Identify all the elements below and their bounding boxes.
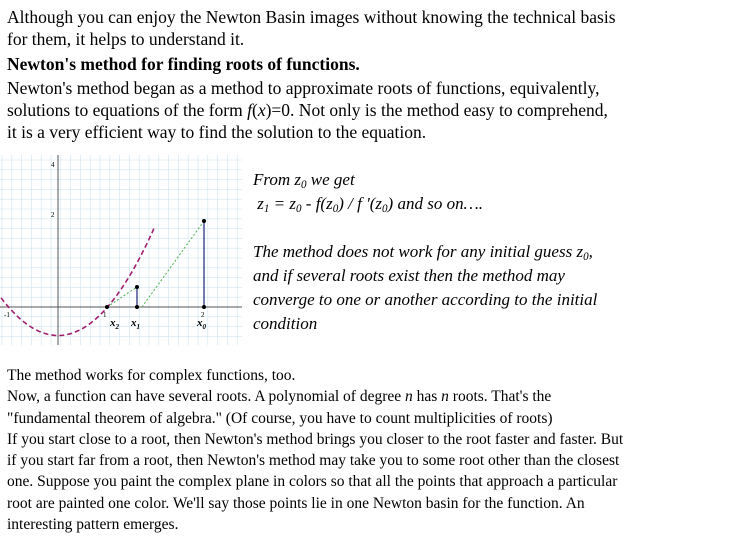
tangent-line-1 [142, 221, 204, 307]
bottom-line-4: If you start close to a root, then Newton's method brings you closer to the root faster and faster. But [7, 430, 624, 448]
label-x2: $x_2$ [110, 317, 119, 331]
x-tick-neg1: -1 [4, 311, 10, 319]
bottom-line-5: if you start far from a root, then Newton's method may take you to some root other than the closest [7, 452, 620, 470]
y-tick-4: 4 [51, 161, 55, 169]
iteration-formula [253, 168, 733, 216]
point-x0-curve [202, 219, 206, 223]
method-caveat [253, 240, 733, 336]
label-x1: $x_1$ [131, 317, 140, 331]
intro-line-1: Although you can enjoy the Newton Basin images without knowing the technical basis [7, 7, 616, 27]
caveat-line-3: converge to one or another according to the initial [253, 290, 598, 309]
point-x1-curve [135, 285, 139, 289]
caveat-line-1: The method does not work for any initial guess $z_0$, [253, 242, 593, 263]
graph-grid [0, 155, 242, 345]
method-line-2: solutions to equations of the form f(x)=0. Not only is the method easy to comprehend, [7, 100, 608, 120]
bottom-line-2: Now, a function can have several roots. A polynomial of degree n has n roots. That's the [7, 388, 552, 406]
method-line-1: Newton's method began as a method to approximate roots of functions, equivalently, [7, 78, 600, 98]
newton-method-graph [0, 155, 242, 345]
point-x0 [202, 305, 206, 309]
bottom-line-7: root are painted one color. We'll say those points lie in one Newton basin for the function. An [7, 494, 585, 512]
x-tick-1: 1 [103, 311, 107, 319]
method-paragraph [7, 77, 733, 143]
graph-svg [0, 155, 242, 345]
caveat-line-2: and if several roots exist then the method may [253, 266, 565, 285]
point-x1 [135, 305, 139, 309]
complex-functions-paragraph [7, 365, 733, 535]
bottom-line-6: one. Suppose you paint the complex plane in colors so that all the points that approach a particular [7, 473, 618, 491]
caveat-line-4: condition [253, 314, 318, 333]
section-heading: Newton's method for finding roots of functions. [7, 54, 360, 74]
method-line-3: it is a very efficient way to find the solution to the equation. [7, 122, 427, 142]
intro-line-2: for them, it helps to understand it. [7, 29, 245, 49]
x-tick-2: 2 [201, 311, 205, 319]
bottom-line-3: "fundamental theorem of algebra." (Of course, you have to count multiplicities of roots) [7, 409, 553, 427]
formula-line-1: From $z_0$ we get [253, 170, 355, 191]
bottom-line-1: The method works for complex functions, too. [7, 367, 296, 384]
formula-line-2: $z_1 = z_0 - f(z_0) / f$ '$(z_0)$ and so on…. [257, 194, 483, 215]
bottom-line-8: interesting pattern emerges. [7, 516, 179, 534]
intro-paragraph [7, 6, 733, 50]
label-x0: $x_0$ [197, 317, 206, 331]
y-tick-2: 2 [51, 211, 55, 219]
point-x2 [105, 305, 109, 309]
